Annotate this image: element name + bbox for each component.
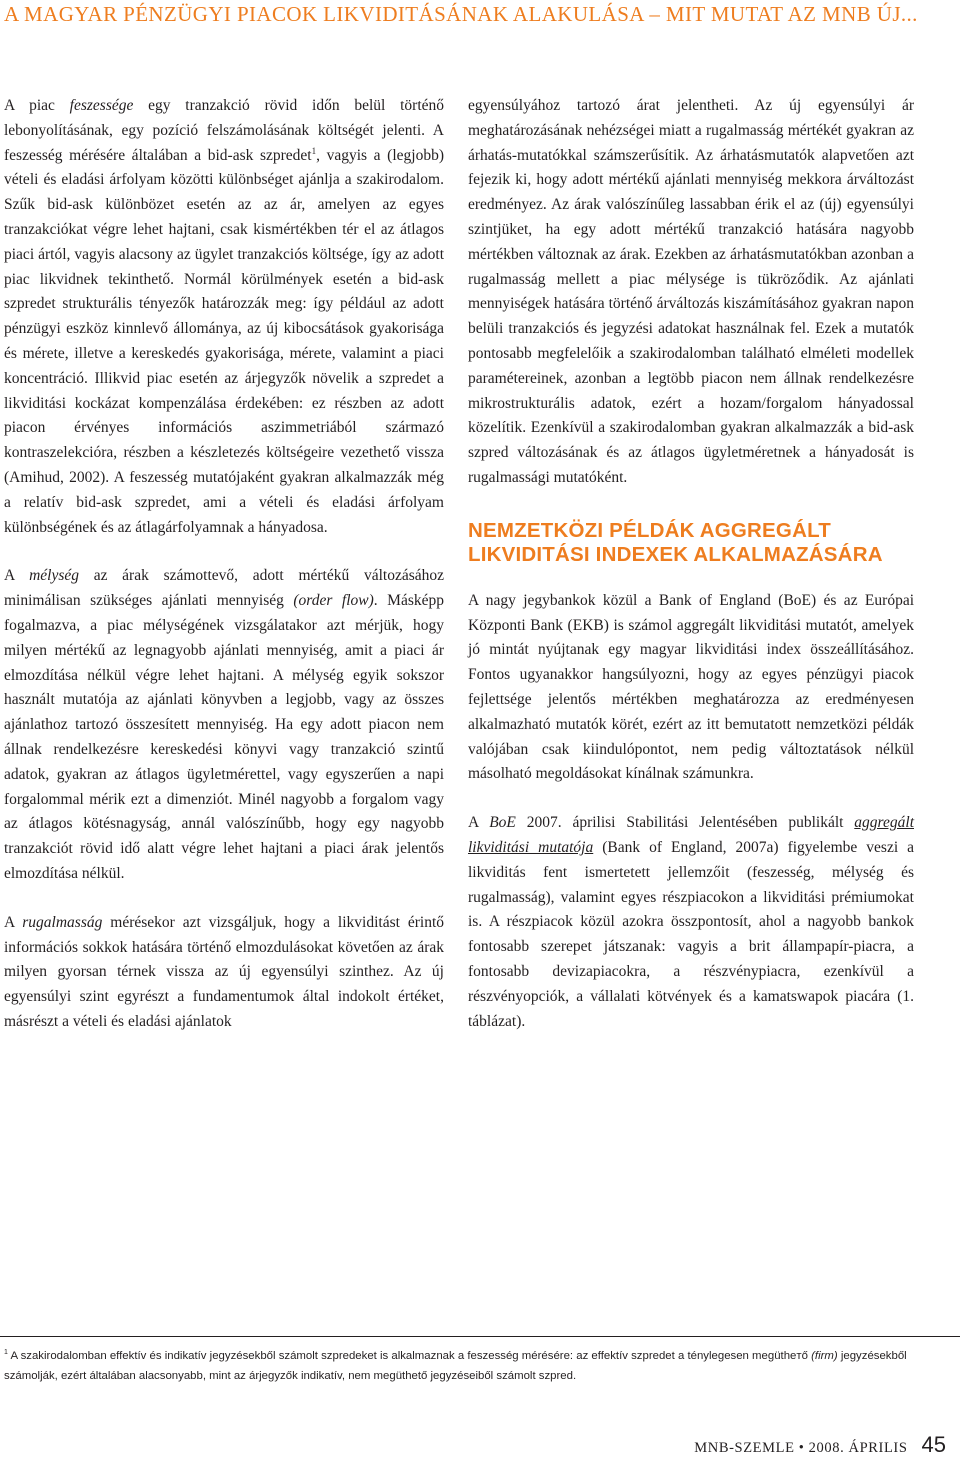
- term-resilience: rugalmasság: [22, 913, 103, 931]
- text: , vagyis a (legjobb) vételi és eladási árfolyam közötti különbséget ajánlja a szakirodalom. Szűk bid-ask különbözet esetén az az ár, amelyen az egyes tranzakciókat végre lehet hajtani, csak kismértékben tér el az átlagos piaci ártól, vagyis alacsony az ügylet tranzakciós költsége, így az adott piac likvidnek tekinthető. Normál körülmények esetén a bid-ask szpredet strukturális tényezők határozzák meg: így például az adott pénzügyi eszköz kinnlevő állománya, az új kibocsátások gyakorisága és mérete, illetve a kereskedés gyakorisága, mérete, valamint a piaci koncentráció. Illikvid piac esetén az árjegyzők növelik a szpredet a likviditási kockázat kompenzálása érdekében: ez részben az adott piacon érvényes információs aszimmetriából származó kontraszelekcióra, részben a készletezés költségeire vezethető vissza (Amihud, 2002). A feszesség mutatójaként gyakran alkalmazzák még a relatív bid-ask szpredet, ami a vételi és eladási árfolyam különbségének és az átlagárfolyamnak a hányadosa.: [4, 146, 444, 536]
- term-firm: (firm): [811, 1350, 838, 1362]
- page-footer: [694, 1432, 946, 1464]
- journal-name: MNB-SZEMLE • 2008. ÁPRILIS: [694, 1440, 908, 1456]
- text: (Bank of England, 2007a) figyelembe veszi a likviditás fent ismertetett jellemzőit (feszesség, mélység és rugalmasság), valamint egyes részpiacokon a likviditási prémiumokat is. A részpiacok közül azokra összpontosít, ahol a nagyobb bankok fontosabb szerepet játszanak: vagyis a brit állampapír-piacra, a fontosabb devizapiacokra, a részvénypiacra, ezenkívül a részvényopciók, a vállalati kötvények és a kamatswapok piacára (1. táblázat).: [468, 838, 915, 1030]
- section-heading: NEMZETKÖZI PÉLDÁK AGGREGÁLT LIKVIDITÁSI INDEXEK ALKALMAZÁSÁRA: [468, 518, 883, 566]
- left-column: [4, 94, 444, 1035]
- page-number: 45: [921, 1432, 946, 1457]
- text: jegyzésekből számolják, ezért általában alacsonyabb, mint az árjegyzők indikatív, nem megüthető jegyzéseiből számolt szpred.: [4, 1350, 907, 1382]
- term-aggregate-liquidity-indicator: aggregált likviditási mutatója: [468, 814, 914, 856]
- text: A: [468, 814, 490, 832]
- paragraph-tightness: [4, 94, 444, 540]
- term-tightness: feszessége: [69, 97, 134, 114]
- text: A: [4, 567, 30, 585]
- running-head: A MAGYAR PÉNZÜGYI PIACOK LIKVIDITÁSÁNAK ALAKULÁSA – MIT MUTAT AZ MNB ÚJ...: [4, 2, 918, 26]
- footnote-marker: 1: [4, 1349, 8, 1357]
- text: A: [4, 913, 23, 931]
- text: 2007. áprilisi Stabilitási Jelentésében publikált: [515, 814, 855, 832]
- paragraph-resilience-continued: egyensúlyához tartozó árat jelentheti. Az új egyensúlyi ár meghatározásának nehézségei miatt a rugalmasság mértékét gyakran az árhatás-mutatókkal számszerűsítik. Az árhatásmutatók alapvetően azt fejezik ki, hogy adott mértékű ajánlati mennyiség mekkora árváltozást eredményez. Az árak valószínűleg lassabban érik el az (új) egyensúlyi szintjüket, ha egy adott mértékű tranzakció hatására nagyobb mértékben változnak az árak. Ezekben az árhatásmutatókban azonban a rugalmasság mellett a piac mélysége is tükröződik. Az ajánlati mennyiségek hatására történő árváltozás kiszámításához gyakran napon belüli tranzakciós és jegyzési adatokat használnak fel. Ezek a mutatók pontosabb megfelelőik a szakirodalomban található elméleti modellek paramétereinek, azonban a legtöbb piacon nem állnak rendelkezésre mikrostrukturális adatok, ezért a hozam/forgalom hányadossal közelítik. Ezenkívül a szakirodalomban gyakran alkalmazzák a bid-ask szpred változásának és az átlagos ügyletméretnek a hányadosát is rugalmassági mutatóként.: [468, 97, 914, 486]
- text: A piac: [4, 97, 70, 114]
- text: mérésekor azt vizsgáljuk, hogy a likviditást érintő információs sokkok hatására történő elmozdulásokat követően az árak milyen gyorsan térnek vissza az új egyensúlyi szinthez. Az új egyensúlyi szint egyrészt a fundamentumok által indokolt értéket, másrészt a vételi és eladási ajánlatok: [4, 913, 444, 1030]
- footnote-reference[interactable]: 1: [311, 145, 317, 156]
- paragraph-depth: [4, 564, 444, 886]
- paragraph-boe-indicator: [468, 811, 914, 1034]
- paragraph-international-examples: A nagy jegybankok közül a Bank of England (BoE) és az Európai Központi Bank (EKB) is számol aggregált likviditási mutatót, amelyek jó mintát nyújtanak egy magyar likviditási index összeállításához. Fontos ugyanakkor hangsúlyozni, hogy az egyes pénzügyi piacok fejlettsége jelentős mértékben meghatározza az eredményesen alkalmazható mutatók körét, ezért az itt bemutatott nemzetközi példák valójában csak kiindulópontot, nem pedig változtatások nélkül másolható megoldásokat kínálnak számunkra.: [468, 591, 914, 783]
- footnote-divider: [0, 1336, 960, 1337]
- term-order-flow: (order flow): [293, 592, 374, 610]
- term-boe: BoE: [489, 814, 516, 832]
- footnote: [4, 1346, 944, 1386]
- text: A szakirodalomban effektív és indikatív jegyzésekből számolt szpredeket is alkalmaznak a feszesség mérésére: az effektív szpredet a ténylegesen megütheтő: [7, 1350, 812, 1362]
- text: . Másképp fogalmazva, a piac mélységének vizsgálatakor azt mérjük, hogy milyen mértékű az legnagyobb ajánlati mennyiség, amit a piaci ár elmozdítása nélkül végre lehet hajtani. A mélység egyik sokszor használt mutatója az ajánlati könyvben a legjobb, vagy az összes ajánlathoz tartozó összesített mennyiség. Ha egy adott piacon nem állnak rendelkezésre kereskedési könyvi vagy tranzakció szintű adatok, gyakran az átlagos ügyletmérettel, vagy egyszerűen a napi forgalommal mérik ezt a dimenziót. Minél nagyobb a forgalom vagy az átlagos kötésnagyság, annál valószínűbb, hogy egy nagyobb tranzakciót rövid idő alatt végre lehet hajtani a piaci árak jelentős elmozdítása nélkül.: [4, 592, 444, 882]
- text: az árak számottevő, adott mértékű változásához minimálisan szükséges ajánlati mennyiség: [4, 567, 444, 610]
- term-depth: mélység: [29, 567, 79, 585]
- text: egy tranzakció rövid időn belül történő lebonyolításának, egy pozíció felszámolásának költségét jelenti. A feszesség mérésére általában a bid-ask szpredet: [4, 97, 445, 164]
- paragraph-resilience: [4, 911, 444, 1035]
- right-column: [468, 94, 914, 1034]
